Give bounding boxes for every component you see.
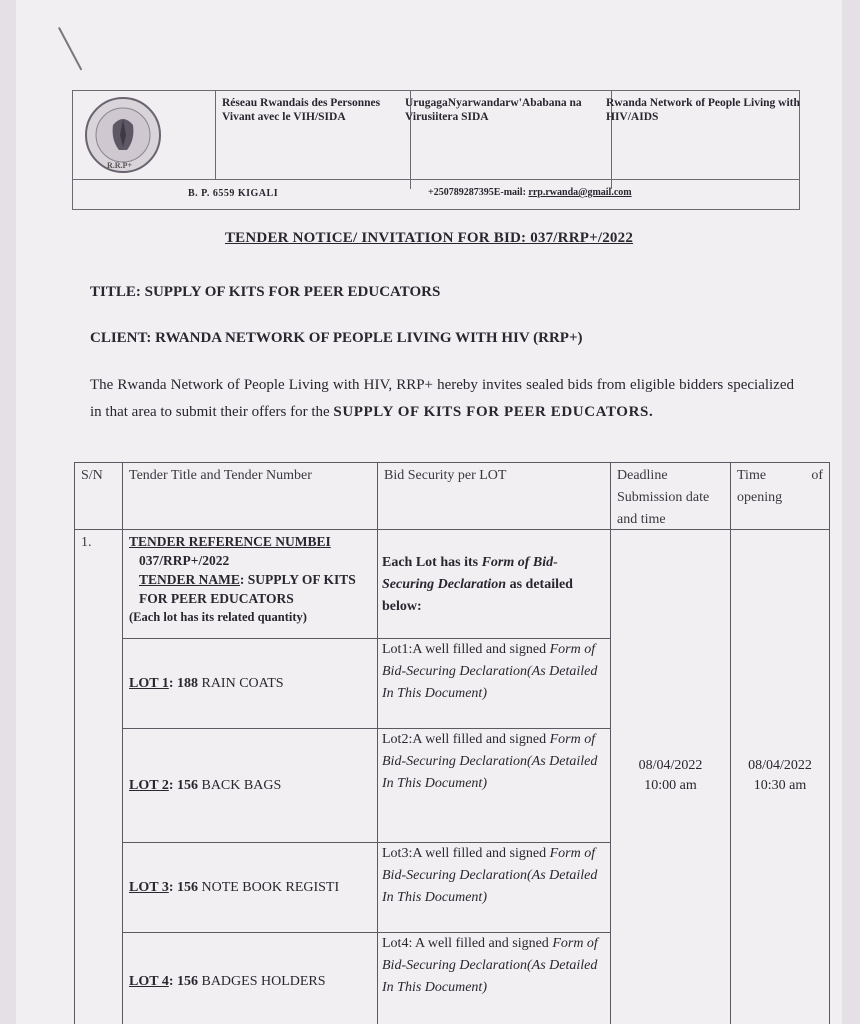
lot-2-sec-b: Form of Bid-Securing Declaration(As Detailed In This Document): [382, 732, 598, 791]
lot-3-security: [377, 842, 611, 933]
lot-4-label: LOT 4: [129, 974, 169, 989]
intro-paragraph: [90, 372, 794, 426]
deadline-date: 08/04/2022: [638, 758, 703, 773]
french-name: Réseau Rwandais des Personnes Vivant avec le VIH/SIDA: [216, 91, 411, 189]
header-bid-security: Bid Security per LOT: [377, 462, 611, 530]
client-line: CLIENT: RWANDA NETWORK OF PEOPLE LIVING WITH HIV (RRP+): [90, 330, 583, 346]
english-name: Rwanda Network of People Living with HIV/AIDS: [606, 97, 800, 123]
email-link[interactable]: rrp.rwanda@gmail.com: [528, 187, 632, 198]
lot-1-cell: [122, 638, 378, 729]
qty-note: (Each lot has its related quantity): [129, 610, 307, 624]
deadline-cell: [610, 529, 731, 1024]
intro-bold: SUPPLY OF KITS FOR PEER EDUCATORS.: [333, 404, 654, 420]
lot-1-sec-a: Lot1:A well filled and signed: [382, 642, 550, 657]
lot-2-sec-a: Lot2:A well filled and signed: [382, 732, 550, 747]
lot-3-item: NOTE BOOK REGISTI: [201, 879, 340, 895]
security-intro-c: as detailed below:: [382, 577, 573, 614]
lot-4-cell: [122, 932, 378, 1024]
lot-4-sec-b: Form of Bid-Securing Declaration(As Detailed In This Document): [382, 936, 598, 995]
lot-3-qty: : 156: [168, 879, 202, 895]
security-intro-a: Each Lot has its: [382, 555, 482, 570]
kinyarwanda-name: UrugagaNyarwandarw'Ababana na Virusiitera SIDA: [399, 91, 612, 189]
lot-2-cell: [122, 728, 378, 843]
header-deadline: Deadline Submission date and time: [610, 462, 731, 530]
contact-row: [73, 179, 799, 210]
lot-4-item: BADGES HOLDERS: [201, 974, 326, 989]
lot-4-sec-a: Lot4: A well filled and signed: [382, 936, 553, 951]
lot-3-sec-b: Form of Bid-Securing Declaration(As Detailed In This Document): [382, 846, 598, 905]
opening-cell: [730, 529, 830, 1024]
ref-label: TENDER REFERENCE NUMBEI: [129, 534, 331, 549]
lot-4-security: [377, 932, 611, 1024]
lot-1-item: RAIN COATS: [201, 675, 284, 691]
tender-title: TITLE: SUPPLY OF KITS FOR PEER EDUCATORS: [90, 284, 441, 300]
phone: +250789287395E-mail:: [428, 187, 529, 198]
name-value: : SUPPLY OF KITS FOR PEER EDUCATORS: [139, 572, 356, 606]
notice-title: TENDER NOTICE/ INVITATION FOR BID: 037/RRP+/2022: [224, 230, 634, 246]
po-box: B. P. 6559 KIGALI: [188, 188, 279, 199]
opening-time: 10:30 am: [753, 778, 807, 793]
security-intro-cell: [377, 529, 611, 639]
lot-2-security: [377, 728, 611, 843]
tender-table: [74, 462, 842, 1024]
row-sn: 1.: [74, 529, 123, 1024]
pen-mark: [58, 27, 82, 70]
header-tender-title: Tender Title and Tender Number: [122, 462, 378, 530]
deadline-time: 10:00 am: [644, 778, 697, 793]
lot-1-security: [377, 638, 611, 729]
opening-date: 08/04/2022: [748, 758, 812, 773]
header-opening: Time of opening: [730, 462, 830, 530]
lot-3-label: LOT 3: [129, 879, 169, 895]
lot-2-item: BACK BAGS: [201, 777, 282, 793]
name-label: TENDER NAME: [139, 572, 240, 587]
phone-email: [428, 187, 632, 198]
header-sn: S/N: [74, 462, 123, 530]
letterhead: [72, 90, 800, 210]
lot-2-qty: : 156: [168, 777, 202, 793]
intro-text: The Rwanda Network of People Living with HIV, RRP+ hereby invites sealed bids from eligible bidders specialized in that area to submit their offers for the: [90, 377, 794, 420]
logo-cell: [73, 91, 216, 179]
lot-3-sec-a: Lot3:A well filled and signed: [382, 846, 550, 861]
lot-1-label: LOT 1: [129, 675, 169, 691]
lot-1-sec-b: Form of Bid-Securing Declaration(As Detailed In This Document): [382, 642, 598, 701]
document-page: [16, 0, 842, 1024]
tender-reference-cell: [122, 529, 378, 639]
lot-1-qty: : 188: [168, 675, 202, 691]
lot-4-qty: : 156: [168, 974, 202, 989]
lot-3-cell: [122, 842, 378, 933]
lot-2-label: LOT 2: [129, 777, 169, 793]
ref-number: 037/RRP+/2022: [139, 553, 230, 568]
security-intro-b: Form of Bid-Securing Declaration: [382, 555, 558, 592]
logo-label: R.R.P+: [107, 161, 132, 170]
